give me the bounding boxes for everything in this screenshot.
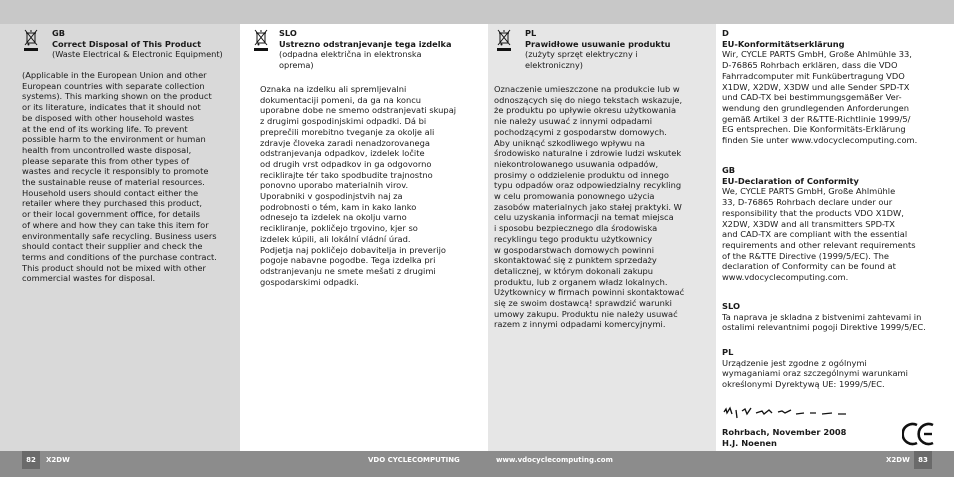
section-pl-disposal <box>488 24 716 451</box>
section-slo-disposal <box>240 24 488 451</box>
top-bar <box>0 0 954 24</box>
conformity-pl <box>722 347 950 390</box>
gb-body-text: (Applicable in the European Union and other European countries with separate collection systems). This marking shown on the product or its literature, indicates that it should not be disposed with other household wastes at the end of its working life. To prevent possible harm to the environment or human health from uncontrolled waste disposal, please separate this from other types of wastes and recycle it responsibly to promote the sustainable reuse of material resources. Household users should contact either the retailer where they purchased this product, or their local government office, for details of where and how they can take this item for environmentally safe recycling. Business users should contact their supplier and check the terms and conditions of the purchase contract. This product should not be mixed with other commercial wastes for disposal. <box>22 70 217 284</box>
conformity-text: Wir, CYCLE PARTS GmbH, Große Ahlmühle 33, D-76865 Rohrbach erklären, dass die VDO Fahrradcomputer mit Funkübertragung VDO X1DW, X2DW, X3DW und alle Sender SPD-TX und CAD-TX bei bestimmungsgemäßer Ver- wendung den grundlegenden Anforderungen gemäß Artikel 3 der R&TTE-Richtlinie 1999/5/ EG entsprechen. Die Konformitäts-Erklärung finden Sie unter www.vdocyclecomputing.com. <box>722 49 918 146</box>
website-url: www.vdocyclecomputing.com <box>496 456 613 464</box>
lang-code: GB <box>722 165 736 175</box>
conformity-title: EU-Konformitätserklärung <box>722 38 845 49</box>
pl-heading <box>525 28 713 78</box>
model-name-right: X2DW <box>886 456 910 464</box>
conformity-gb <box>722 165 950 283</box>
signature-image <box>722 402 852 422</box>
weee-bin-icon <box>497 29 511 45</box>
heading-subtitle: (zużyty sprzęt elektryczny i elektroniczny) <box>525 49 638 70</box>
conformity-de <box>722 28 950 146</box>
conformity-slo <box>722 301 950 333</box>
slo-heading <box>279 28 484 78</box>
pl-body-text: Oznaczenie umieszczone na produkcie lub w odnoszących się do niego tekstach wskazuje, że produktu po upływie okresu użytkowania nie należy usuwać z innymi odpadami pochodzącymi z gospodarstw domowych. Aby uniknąć szkodliwego wpływu na środowisko naturalne i zdrowie ludzi wskutek niekontrolowanego usuwania odpadów, prosimy o oddzielenie produktu od innego typu odpadów oraz odpowiedzialny recykling w celu promowania ponownego użycia zasobów materialnych jako stałej praktyki. W celu uzyskania informacji na temat miejsca i sposobu bezpiecznego dla środowiska recyklingu tego produktu użytkownicy w gospodarstwach domowych powinni skontaktować się z punktem sprzedaży detalicznej, w którym dokonali zakupu produktu, lub z organem władz lokalnych. Użytkownicy w firmach powinni skontaktować się ze swoim dostawcą! sprawdzić warunki umowy zakupu. Produktu nie należy usuwać razem z innymi odpadami komercyjnymi. <box>494 84 685 330</box>
brand-name: VDO CYCLECOMPUTING <box>368 456 460 464</box>
heading-title: Prawidłowe usuwanie produktu <box>525 38 671 49</box>
slo-body-text: Oznaka na izdelku ali spremljevalni dokumentaciji pomeni, da ga na koncu uporabne dobe ne smemo odstranjevati skupaj z drugimi gospodinjskimi odpadki. Dá bi preprečili morebitno tveganje za okolje ali zdravje človeka zaradi nenadzorovanega odstranjevanja odpadkov, izdelek ločite od drugih vrst odpadkov in ga odgovorno reciklirajte tér tako spodbudite trajnostno ponovno uporabo materialnih virov. Uporabniki v gospodinjstvih naj za podrobnosti o tém, kam in kako lanko odnesejo ta izdelek na okolju varno recikliranje, pokličejo trgovino, kjer so izdelek kúpili, ali lokální vládní úrad. Podjetja naj pokličejo dobavitelja in preverijo pogoje nabavne pogodbe. Tega izdelka pri odstranjevanju ne smete mešati z drugimi gospodarskimi odpadki. <box>260 84 457 287</box>
lang-code: D <box>722 28 729 38</box>
section-conformity <box>716 24 954 451</box>
page-number-left: 82 <box>22 451 40 469</box>
lang-code: PL <box>722 347 734 357</box>
ce-mark-icon <box>902 421 936 447</box>
heading-subtitle: (Waste Electrical & Electronic Equipment) <box>52 49 223 59</box>
weee-bin-icon <box>254 29 268 45</box>
model-name-left: X2DW <box>46 456 70 464</box>
conformity-text: We, CYCLE PARTS GmbH, Große Ahlmühle 33, D-76865 Rohrbach declare under our responsibility that the products VDO X1DW, X2DW, X3DW and all transmitters SPD-TX and CAD-TX are compliant with the essential requirements and other relevant requirements of the R&TTE Directive (1999/5/EC). The declaration of Conformity can be found at www.vdocyclecomputing.com. <box>722 186 916 283</box>
page-footer <box>0 451 954 477</box>
lang-code: SLO <box>722 301 741 311</box>
lang-code: GB <box>52 28 65 38</box>
signer-place-date-name: Rohrbach, November 2008 H.J. Noenen <box>722 427 847 448</box>
section-gb-disposal <box>0 24 240 451</box>
lang-code: PL <box>525 28 537 38</box>
page-number-right: 83 <box>914 451 932 469</box>
heading-subtitle: (odpadna električna in elektronska oprema) <box>279 49 422 70</box>
heading-title: Ustrezno odstranjevanje tega izdelka <box>279 38 452 49</box>
conformity-title: EU-Declaration of Conformity <box>722 175 859 186</box>
conformity-text: Ta naprava je skladna z bistvenimi zahtevami in ostalimi relevantnimi pogoji Direktive 1999/5/EC. <box>722 311 926 333</box>
conformity-text: Urządzenie jest zgodne z ogólnymi wymaganiami oraz szczególnymi warunkami określonymi Dyrektywą UE: 1999/5/EC. <box>722 357 908 390</box>
lang-code: SLO <box>279 28 297 38</box>
weee-bin-icon <box>24 29 38 45</box>
heading-title: Correct Disposal of This Product <box>52 38 201 49</box>
